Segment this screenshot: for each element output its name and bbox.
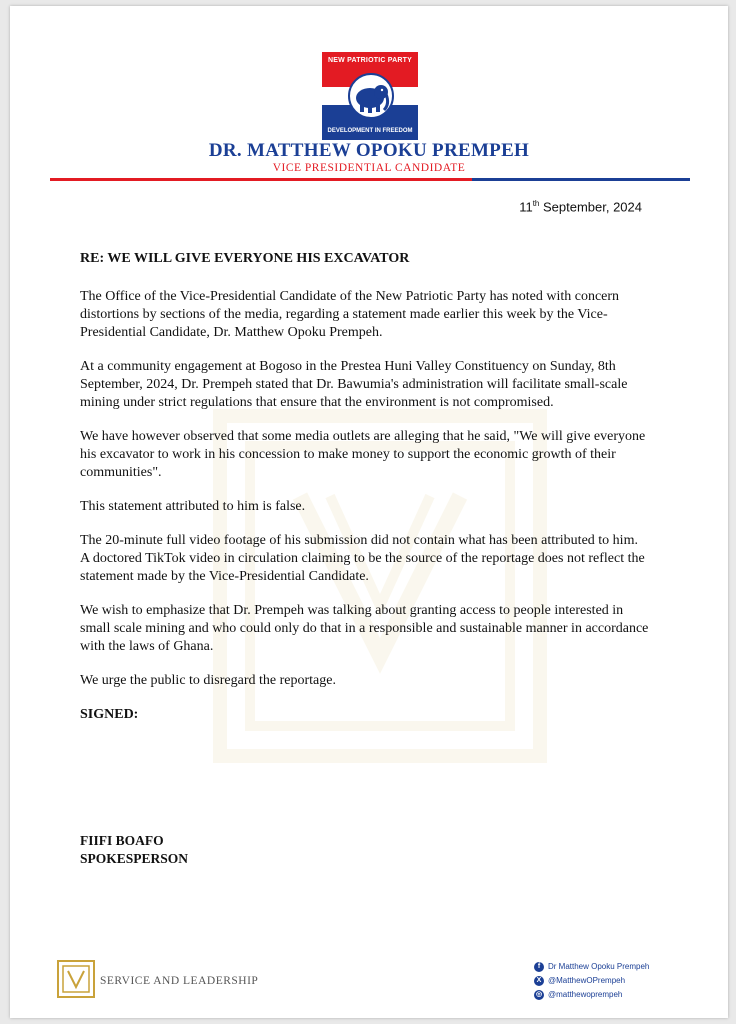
logo-bottom-text: DEVELOPMENT IN FREEDOM xyxy=(322,122,418,140)
signatory-title: SPOKESPERSON xyxy=(80,851,189,866)
candidate-title: VICE PRESIDENTIAL CANDIDATE xyxy=(272,162,466,174)
social-label: @MatthewOPrempeh xyxy=(548,976,626,985)
letter-body xyxy=(80,250,650,740)
signature-block xyxy=(80,832,188,868)
signatory-name: FIIFI BOAFO xyxy=(80,833,164,848)
letter-date: 11th September, 2024 xyxy=(519,199,642,215)
candidate-name: DR. MATTHEW OPOKU PREMPEH xyxy=(208,140,530,161)
elephant-icon xyxy=(348,72,394,120)
social-instagram[interactable] xyxy=(534,988,649,1002)
signed-label: SIGNED: xyxy=(80,707,139,722)
paragraph: The 20-minute full video footage of his submission did not contain what has been attributed to him. A doctored TikTok video in circulation claiming to be the source of the reportage does not reflect the statement made by the Vice-Presidential Candidate. xyxy=(80,533,645,584)
logo-top-text: NEW PATRIOTIC PARTY xyxy=(322,52,418,70)
paragraph: We have however observed that some media outlets are alleging that he said, "We will give everyone his excavator to work in his concession to make money to support the economic growth of their communities". xyxy=(80,429,646,480)
paragraph: We wish to emphasize that Dr. Prempeh was talking about granting access to people interested in small scale mining and who could only do that in a responsible and sustainable manner in accordance with the laws of Ghana. xyxy=(80,603,649,654)
social-label: @matthewoprempeh xyxy=(548,990,623,999)
social-links xyxy=(534,960,649,1002)
npp-logo xyxy=(322,52,418,140)
social-facebook[interactable] xyxy=(534,960,649,974)
instagram-icon: ◎ xyxy=(535,991,543,998)
paragraph: We urge the public to disregard the reportage. xyxy=(80,673,336,688)
social-label: Dr Matthew Opoku Prempeh xyxy=(548,962,650,971)
paragraph: The Office of the Vice-Presidential Candidate of the New Patriotic Party has noted with concern distortions by sections of the media, regarding a statement made earlier this week by the Vice-Presidential Candidate, Dr. Matthew Opoku Prempeh. xyxy=(80,289,620,340)
emblem-icon xyxy=(56,959,96,999)
header-divider-red xyxy=(50,178,472,181)
footer-motto: SERVICE AND LEADERSHIP xyxy=(100,975,259,987)
x-icon: X xyxy=(534,976,544,986)
paragraph: This statement attributed to him is false. xyxy=(80,499,306,514)
social-x[interactable] xyxy=(534,974,649,988)
facebook-icon: f xyxy=(534,962,544,972)
paragraph: At a community engagement at Bogoso in the Prestea Huni Valley Constituency on Sunday, 8th September, 2024, Dr. Prempeh stated that Dr. Bawumia's administration will facilitate small-scale mining under strict regulations that ensure that the environment is not compromised. xyxy=(80,359,628,410)
letter-heading: RE: WE WILL GIVE EVERYONE HIS EXCAVATOR xyxy=(80,251,410,266)
header-divider-blue xyxy=(472,178,690,181)
letter-page xyxy=(10,6,728,1018)
